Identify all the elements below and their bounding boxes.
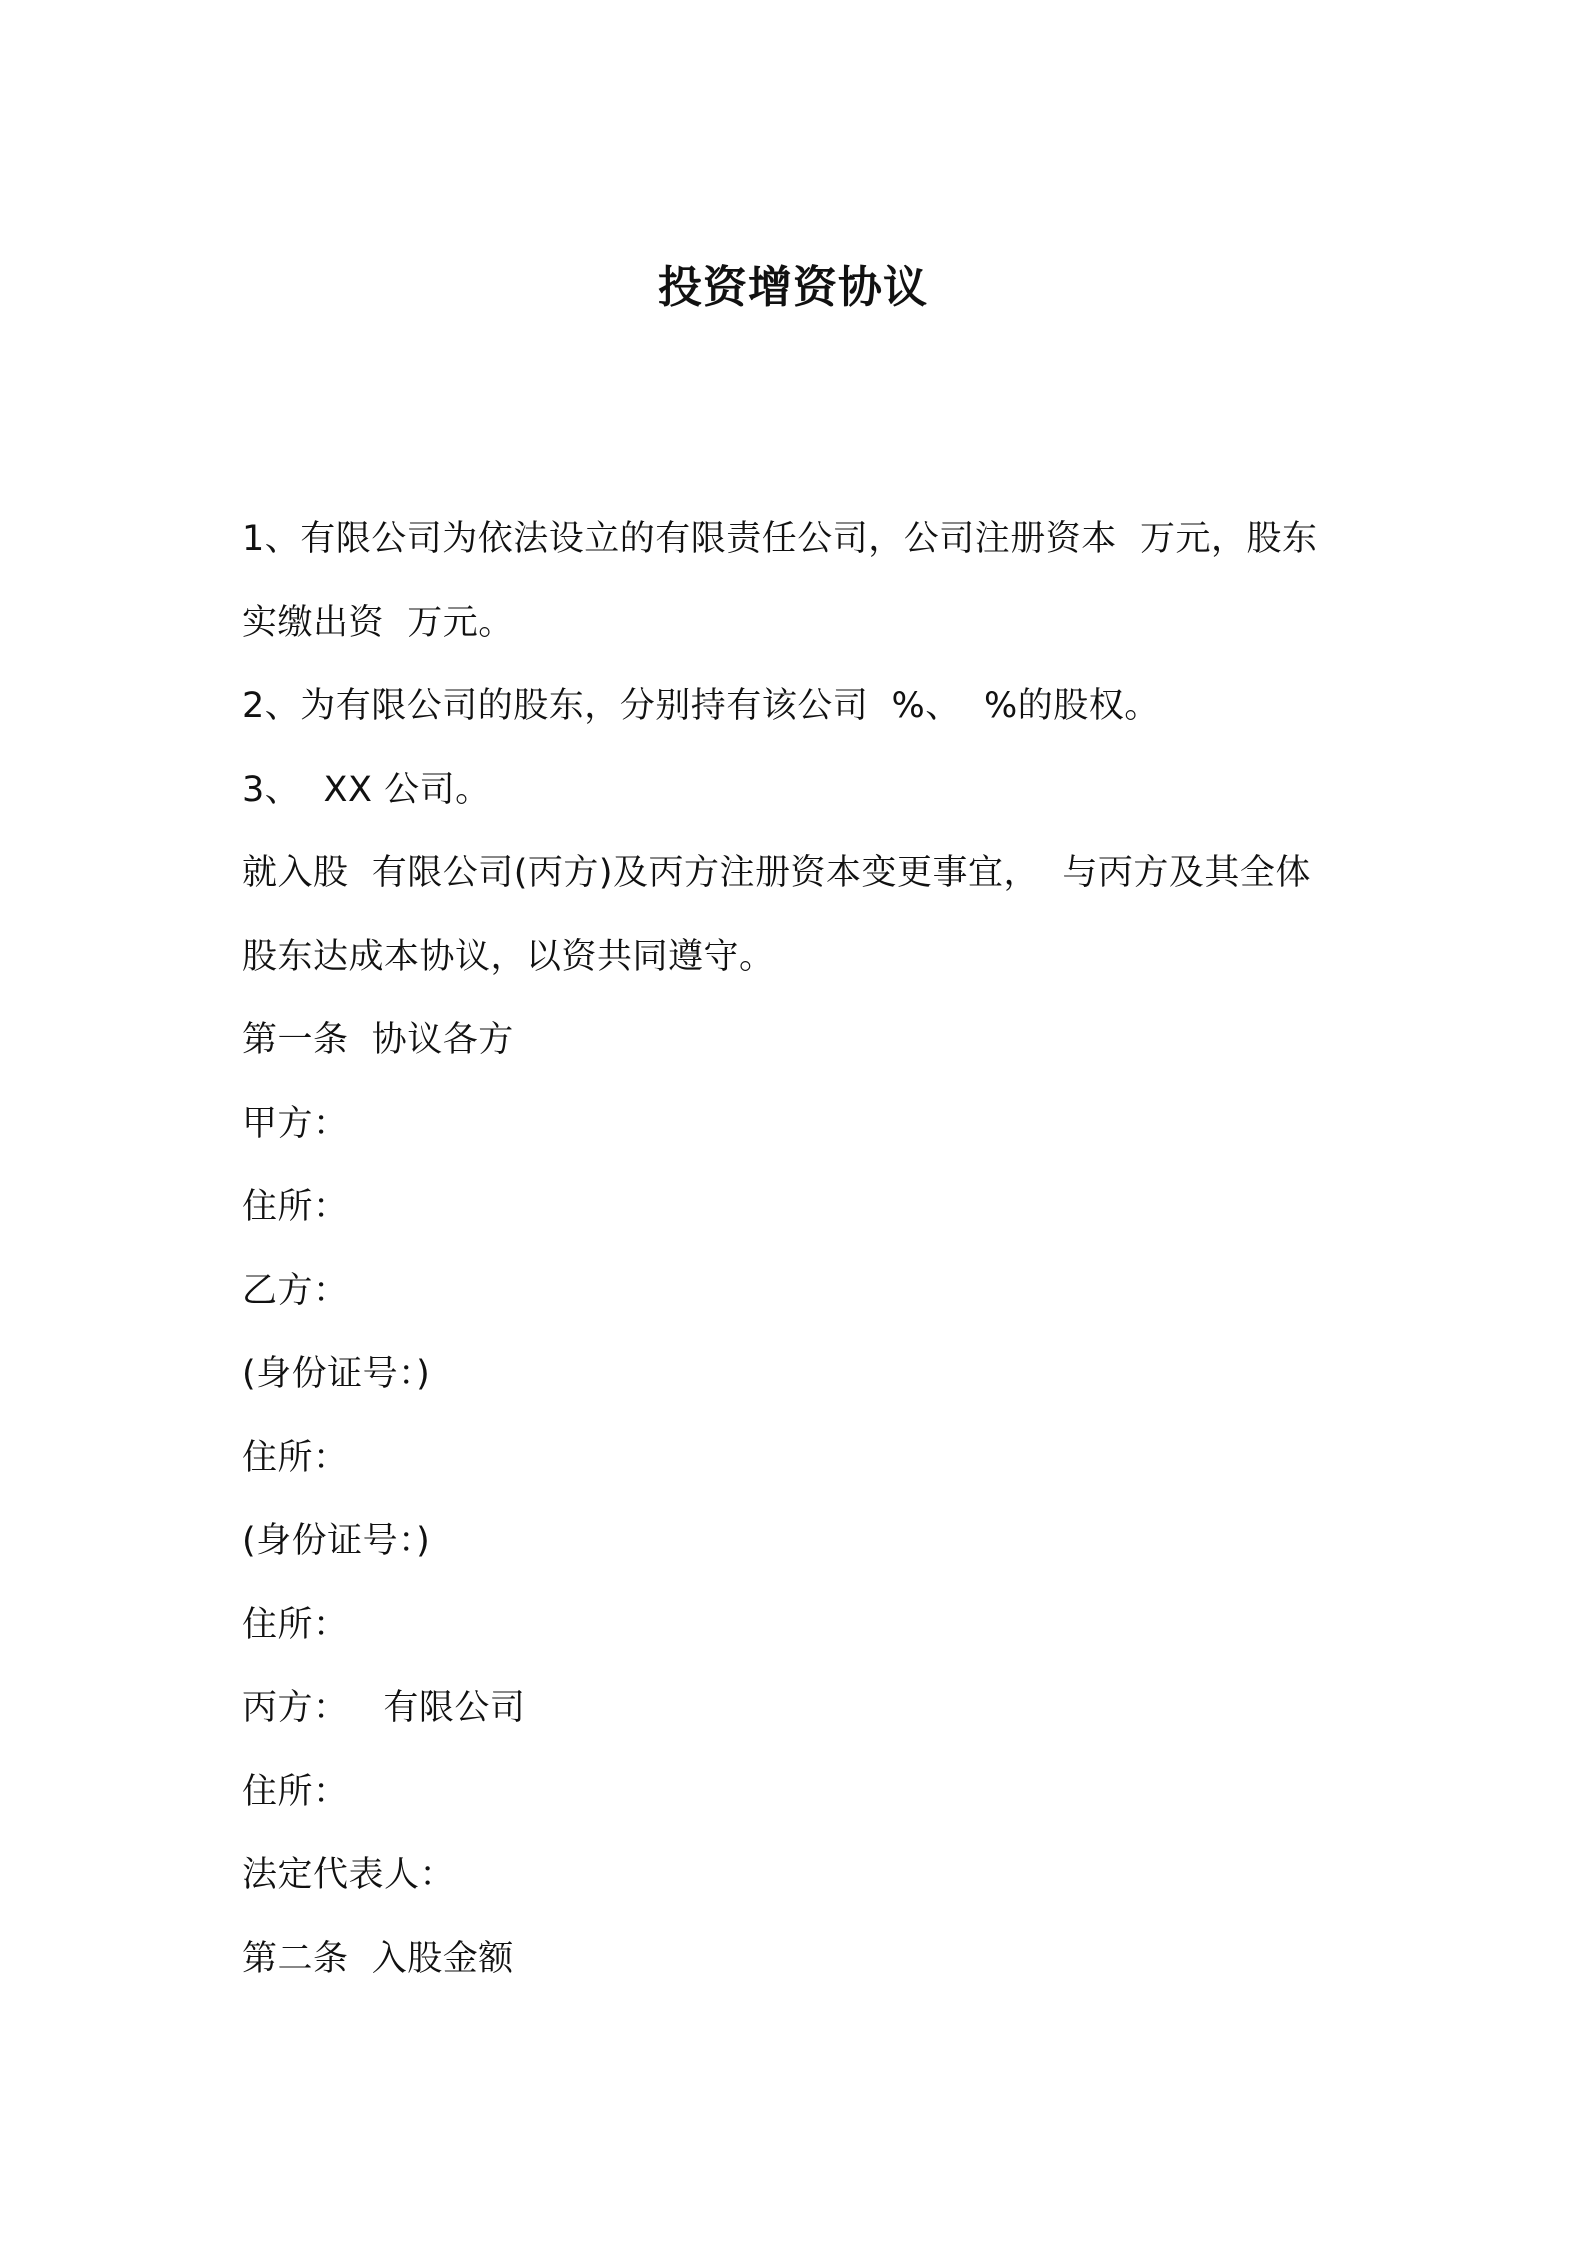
document-title: 投资增资协议 bbox=[658, 262, 928, 313]
clause-1-line-1: 1、有限公司为依法设立的有限责任公司，公司注册资本 万元，股东 bbox=[242, 519, 1318, 559]
party-c-address: 住所： bbox=[242, 1771, 349, 1812]
party-b-label: 乙方： bbox=[242, 1270, 349, 1311]
clause-3: 3、 XX 公司。 bbox=[242, 769, 491, 810]
party-b2-address: 住所： bbox=[242, 1604, 349, 1645]
party-c-label: 丙方： 有限公司 bbox=[242, 1688, 526, 1728]
party-b-id-number: (身份证号：) bbox=[242, 1354, 431, 1394]
preamble-line-1: 就入股 有限公司(丙方)及丙方注册资本变更事宜， 与丙方及其全体 bbox=[242, 853, 1311, 893]
party-b2-id-number: (身份证号：) bbox=[242, 1521, 431, 1561]
party-a-label: 甲方： bbox=[242, 1103, 349, 1144]
article-2-heading: 第二条 入股金额 bbox=[242, 1938, 514, 1979]
article-1-heading: 第一条 协议各方 bbox=[242, 1020, 514, 1060]
party-b-address: 住所： bbox=[242, 1437, 349, 1478]
document-body bbox=[242, 498, 1362, 2001]
legal-representative: 法定代表人： bbox=[242, 1855, 456, 1895]
party-a-address: 住所： bbox=[242, 1187, 349, 1227]
preamble-line-2: 股东达成本协议，以资共同遵守。 bbox=[242, 936, 775, 977]
clause-1-line-2: 实缴出资 万元。 bbox=[242, 602, 514, 643]
clause-2: 2、为有限公司的股东，分别持有该公司 %、 %的股权。 bbox=[242, 686, 1160, 726]
